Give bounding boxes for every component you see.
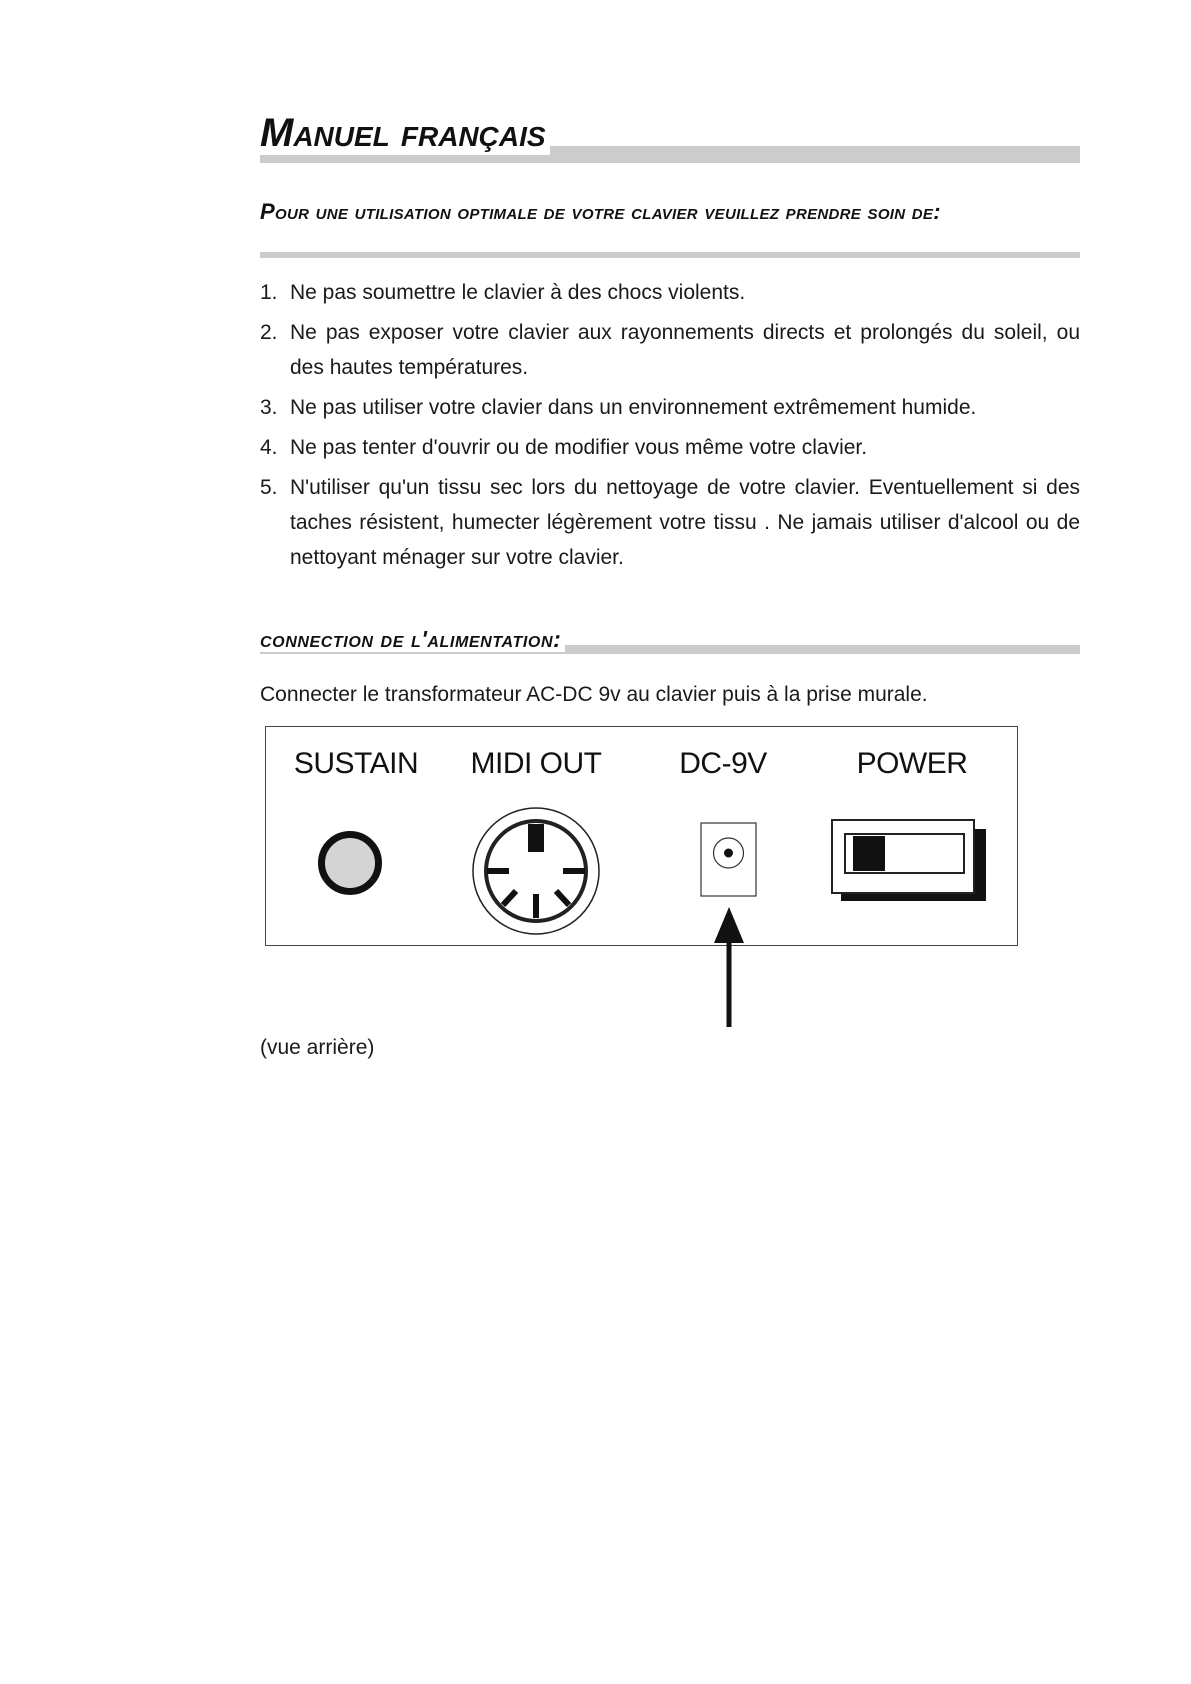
list-item-text: Ne pas utiliser votre clavier dans un environnement extrêmement humide. xyxy=(290,396,977,419)
rear-view-caption: (vue arrière) xyxy=(260,1036,375,1059)
power-switch-icon xyxy=(831,819,991,909)
list-item-number: 5. xyxy=(260,476,278,499)
list-item xyxy=(260,430,1080,465)
list-item-number: 1. xyxy=(260,281,278,304)
care-heading-underline xyxy=(260,252,1080,258)
care-list xyxy=(260,275,1080,580)
midi-out-label: MIDI OUT xyxy=(470,747,602,780)
power-section-heading-text: connection de l'alimentation: xyxy=(260,626,565,652)
list-item-number: 3. xyxy=(260,396,278,419)
list-item-number: 2. xyxy=(260,321,278,344)
list-item xyxy=(260,470,1080,575)
list-item-text: Ne pas exposer votre clavier aux rayonnements directs et prolongés du soleil, ou des hautes températures. xyxy=(290,321,1080,379)
list-item-number: 4. xyxy=(260,436,278,459)
sustain-label: SUSTAIN xyxy=(293,747,419,780)
connection-instruction: Connecter le transformateur AC-DC 9v au clavier puis à la prise murale. xyxy=(260,683,928,706)
midi-connector-icon xyxy=(470,805,602,937)
page-title-text: Manuel français xyxy=(260,111,550,155)
arrow-icon xyxy=(709,905,749,1030)
page-title xyxy=(260,110,1080,156)
list-item xyxy=(260,315,1080,385)
dc-9v-label: DC-9V xyxy=(679,747,767,780)
list-item xyxy=(260,275,1080,310)
list-item xyxy=(260,390,1080,425)
power-section-heading xyxy=(260,626,1080,652)
dc-jack-icon xyxy=(700,822,760,900)
sustain-jack-icon xyxy=(318,831,382,895)
list-item-text: Ne pas tenter d'ouvrir ou de modifier vous même votre clavier. xyxy=(290,436,868,459)
list-item-text: Ne pas soumettre le clavier à des chocs violents. xyxy=(290,281,746,304)
care-section-heading xyxy=(260,196,1080,228)
list-item-text: N'utiliser qu'un tissu sec lors du nettoyage de votre clavier. Eventuellement si des taches résistent, humecter légèrement votre tissu . Ne jamais utiliser d'alcool ou de nettoyant ménager sur votre clavier. xyxy=(290,476,1080,569)
rear-panel-diagram xyxy=(265,726,1018,946)
power-label: POWER xyxy=(856,747,968,780)
care-section-heading-text: Pour une utilisation optimale de votre clavier veuillez prendre soin de: xyxy=(260,199,945,224)
